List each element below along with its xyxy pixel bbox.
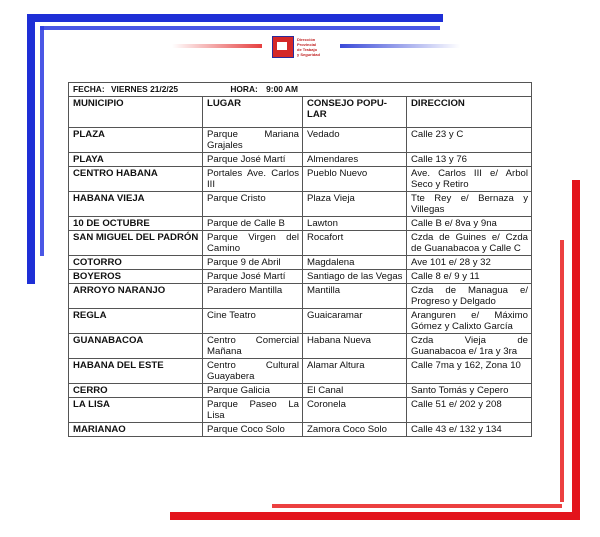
cell-direccion: Calle 23 y C [407,128,532,153]
cell-consejo: Magdalena [303,256,407,270]
table-row [69,284,532,309]
cell-direccion: Ave 101 e/ 28 y 32 [407,256,532,270]
red-frame-right [572,180,580,520]
cell-lugar: Parque Galicia [203,384,303,398]
cell-lugar: Parque Coco Solo [203,423,303,437]
table-row [69,423,532,437]
table-row [69,270,532,284]
cell-lugar: Portales Ave. Carlos III [203,167,303,192]
table-row [69,384,532,398]
cell-consejo: Alamar Altura [303,359,407,384]
table-row [69,398,532,423]
red-frame-right-inner [560,240,564,502]
cell-lugar: Parque José Martí [203,270,303,284]
header-row [69,97,532,128]
blue-frame-left-inner [40,26,44,256]
table-row [69,153,532,167]
cell-lugar: Paradero Mantilla [203,284,303,309]
blue-frame-top [27,14,443,22]
cell-municipio: REGLA [69,309,203,334]
cell-lugar: Parque Cristo [203,192,303,217]
date-row [69,83,532,97]
cell-lugar: Cine Teatro [203,309,303,334]
cell-direccion: Czda de Managua e/ Progreso y Delgado [407,284,532,309]
cell-municipio: SAN MIGUEL DEL PADRÓN [69,231,203,256]
cell-direccion: Calle 8 e/ 9 y 11 [407,270,532,284]
header-red-bar [172,44,262,48]
blue-frame-left [27,14,35,284]
cell-municipio: GUANABACOA [69,334,203,359]
cell-municipio: COTORRO [69,256,203,270]
cell-consejo: Plaza Vieja [303,192,407,217]
cell-lugar: Parque 9 de Abril [203,256,303,270]
cell-direccion: Calle 51 e/ 202 y 208 [407,398,532,423]
cell-direccion: Calle 13 y 76 [407,153,532,167]
fecha-label: FECHA: [73,84,105,94]
cell-consejo: El Canal [303,384,407,398]
hora-value: 9:00 AM [266,84,298,94]
cell-lugar: Parque Mariana Grajales [203,128,303,153]
col-direccion: DIRECCION [407,97,532,128]
cell-municipio: PLAZA [69,128,203,153]
cell-consejo: Pueblo Nuevo [303,167,407,192]
cell-municipio: PLAYA [69,153,203,167]
cell-municipio: CERRO [69,384,203,398]
table-row [69,192,532,217]
fecha-value: VIERNES 21/2/25 [110,84,179,94]
cell-consejo: Mantilla [303,284,407,309]
cell-lugar: Parque José Martí [203,153,303,167]
cell-lugar: Parque Paseo La Lisa [203,398,303,423]
cell-municipio: HABANA VIEJA [69,192,203,217]
cell-consejo: Lawton [303,217,407,231]
cell-consejo: Zamora Coco Solo [303,423,407,437]
cell-direccion: Calle B e/ 8va y 9na [407,217,532,231]
col-consejo: CONSEJO POPU-LAR [303,97,407,128]
table-body [69,128,532,437]
cell-municipio: LA LISA [69,398,203,423]
schedule-table [68,82,532,437]
cell-municipio: BOYEROS [69,270,203,284]
table-row [69,217,532,231]
table-row [69,128,532,153]
cell-consejo: Santiago de las Vegas [303,270,407,284]
table-row [69,309,532,334]
cell-direccion: Calle 43 e/ 132 y 134 [407,423,532,437]
cell-consejo: Coronela [303,398,407,423]
cell-municipio: MARIANAO [69,423,203,437]
cell-direccion: Tte Rey e/ Bernaza y Villegas [407,192,532,217]
table-row [69,359,532,384]
table-row [69,256,532,270]
ministry-logo [272,36,338,58]
cell-direccion: Czda Vieja de Guanabacoa e/ 1ra y 3ra [407,334,532,359]
cell-municipio: HABANA DEL ESTE [69,359,203,384]
table-row [69,231,532,256]
cell-consejo: Vedado [303,128,407,153]
cell-municipio: ARROYO NARANJO [69,284,203,309]
cell-direccion: Czda de Guines e/ Czda de Guanabacoa y Calle C [407,231,532,256]
cell-lugar: Parque de Calle B [203,217,303,231]
cell-consejo: Almendares [303,153,407,167]
cell-lugar: Centro Cultural Guayabera [203,359,303,384]
table-row [69,167,532,192]
cell-direccion: Aranguren e/ Máximo Gómez y Calixto García [407,309,532,334]
hora-label: HORA: [230,84,258,94]
cell-direccion: Ave. Carlos III e/ Arbol Seco y Retiro [407,167,532,192]
table-row [69,334,532,359]
logo-emblem-icon [272,36,294,58]
cell-municipio: CENTRO HABANA [69,167,203,192]
cell-direccion: Calle 7ma y 162, Zona 10 [407,359,532,384]
red-frame-bottom-inner [272,504,562,508]
col-lugar: LUGAR [203,97,303,128]
cell-consejo: Habana Nueva [303,334,407,359]
cell-lugar: Centro Comercial Mañana [203,334,303,359]
cell-consejo: Guaicaramar [303,309,407,334]
blue-frame-top-inner [40,26,440,30]
cell-lugar: Parque Virgen del Camino [203,231,303,256]
cell-consejo: Rocafort [303,231,407,256]
cell-direccion: Santo Tomás y Cepero [407,384,532,398]
col-municipio: MUNICIPIO [69,97,203,128]
red-frame-bottom [170,512,580,520]
cell-municipio: 10 DE OCTUBRE [69,217,203,231]
logo-text: Dirección Provincial de Trabajo y Seguridad [297,37,320,57]
header-blue-bar [340,44,460,48]
